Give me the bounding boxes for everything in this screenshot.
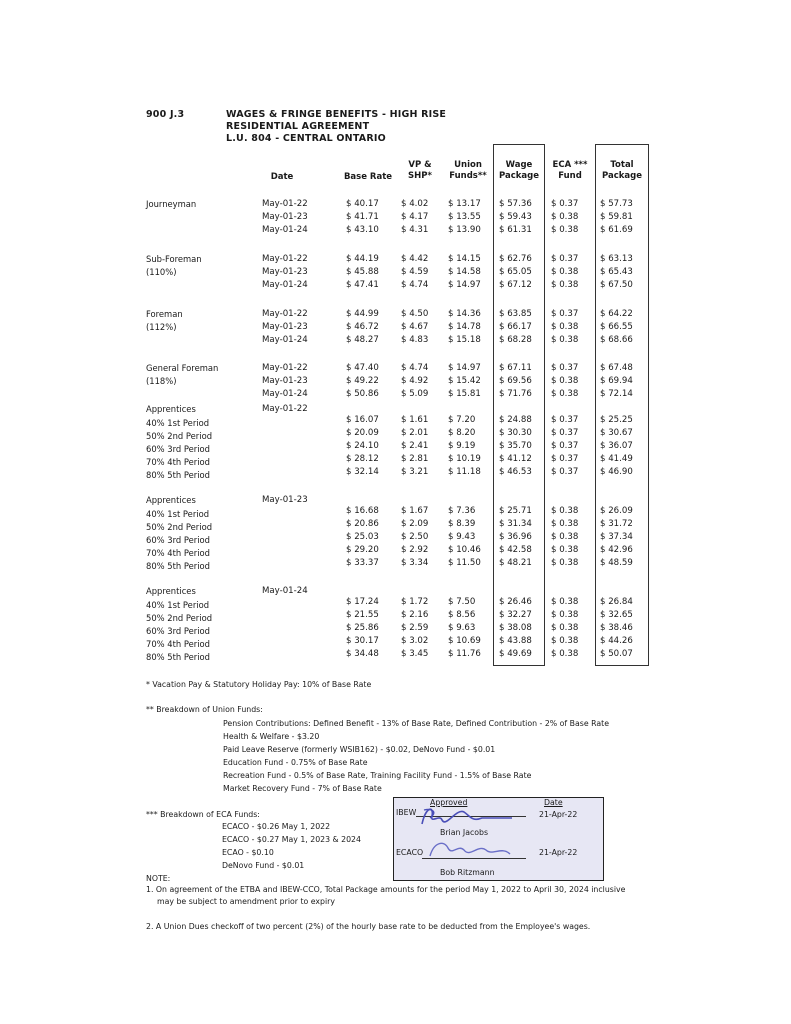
total-cell: $ 59.81	[600, 212, 633, 222]
date-heading: Date	[544, 798, 563, 807]
eca-cell: $ 0.37	[551, 454, 579, 464]
eca-cell: $ 0.37	[551, 309, 579, 319]
wage-cell: $ 24.88	[499, 415, 532, 425]
wage-cell: $ 38.08	[499, 623, 532, 633]
union-cell: $ 14.78	[448, 322, 481, 332]
eca-cell: $ 0.38	[551, 280, 579, 290]
doc-title-line2: RESIDENTIAL AGREEMENT	[226, 121, 370, 132]
classification-label: Journeyman	[146, 199, 197, 209]
vp-cell: $ 4.74	[401, 280, 429, 290]
date-cell: May-01-22	[262, 309, 308, 319]
eca-fund-item: DeNovo Fund - $0.01	[222, 861, 305, 870]
base-cell: $ 48.27	[346, 335, 379, 345]
union-cell: $ 14.58	[448, 267, 481, 277]
vp-cell: $ 4.17	[401, 212, 429, 222]
vp-cell: $ 4.31	[401, 225, 429, 235]
classification-percent: (118%)	[146, 376, 177, 386]
date-cell: May-01-23	[262, 376, 308, 386]
eca-cell: $ 0.37	[551, 199, 579, 209]
note-2: 2. A Union Dues checkoff of two percent (2%) of the hourly base rate to be deducted from the Employee's wages.	[146, 922, 591, 931]
wage-cell: $ 67.12	[499, 280, 532, 290]
vp-cell: $ 2.81	[401, 454, 429, 464]
apprentice-period: 60% 3rd Period	[146, 535, 210, 545]
col-header-union	[444, 160, 492, 182]
ecaco-date: 21-Apr-22	[539, 848, 578, 857]
union-cell: $ 13.55	[448, 212, 481, 222]
base-cell: $ 43.10	[346, 225, 379, 235]
col-header-eca-line1: ECA ***	[552, 160, 588, 170]
union-cell: $ 15.81	[448, 389, 481, 399]
union-cell: $ 9.43	[448, 532, 476, 542]
apprentice-period: 70% 4th Period	[146, 639, 210, 649]
col-header-wage	[494, 160, 544, 182]
base-cell: $ 28.12	[346, 454, 379, 464]
date-cell: May-01-22	[262, 363, 308, 373]
eca-cell: $ 0.38	[551, 532, 579, 542]
vp-cell: $ 2.50	[401, 532, 429, 542]
total-cell: $ 61.69	[600, 225, 633, 235]
note-label: NOTE:	[146, 874, 171, 883]
base-cell: $ 24.10	[346, 441, 379, 451]
ecaco-signer-name: Bob Ritzmann	[440, 868, 495, 877]
vp-cell: $ 4.92	[401, 376, 429, 386]
base-cell: $ 47.41	[346, 280, 379, 290]
union-cell: $ 14.97	[448, 363, 481, 373]
apprentice-period: 50% 2nd Period	[146, 613, 213, 623]
total-cell: $ 57.73	[600, 199, 633, 209]
wage-cell: $ 42.58	[499, 545, 532, 555]
vp-cell: $ 3.34	[401, 558, 429, 568]
eca-cell: $ 0.38	[551, 558, 579, 568]
date-cell: May-01-24	[262, 389, 308, 399]
union-cell: $ 14.97	[448, 280, 481, 290]
wage-cell: $ 68.28	[499, 335, 532, 345]
date-cell: May-01-23	[262, 212, 308, 222]
total-package-column-box	[595, 144, 649, 666]
eca-cell: $ 0.37	[551, 467, 579, 477]
union-cell: $ 10.19	[448, 454, 481, 464]
apprentice-period: 40% 1st Period	[146, 418, 210, 428]
date-cell: May-01-24	[262, 225, 308, 235]
eca-cell: $ 0.37	[551, 254, 579, 264]
wage-cell: $ 25.71	[499, 506, 532, 516]
ibew-label: IBEW	[396, 808, 417, 817]
wage-cell: $ 62.76	[499, 254, 532, 264]
vacation-note: * Vacation Pay & Statutory Holiday Pay: 10% of Base Rate	[146, 680, 372, 689]
apprentice-period: 50% 2nd Period	[146, 431, 213, 441]
col-header-union-line1: Union	[454, 160, 482, 170]
total-cell: $ 41.49	[600, 454, 633, 464]
col-header-total-line2: Package	[601, 171, 642, 181]
base-cell: $ 33.37	[346, 558, 379, 568]
eca-cell: $ 0.37	[551, 441, 579, 451]
vp-cell: $ 2.92	[401, 545, 429, 555]
date-cell: May-01-23	[262, 322, 308, 332]
total-cell: $ 31.72	[600, 519, 633, 529]
total-cell: $ 26.84	[600, 597, 633, 607]
date-cell: May-01-24	[262, 335, 308, 345]
eca-cell: $ 0.38	[551, 335, 579, 345]
wage-cell: $ 63.85	[499, 309, 532, 319]
union-cell: $ 11.18	[448, 467, 481, 477]
col-header-vp-line1: VP &	[408, 160, 432, 170]
apprentice-period: 70% 4th Period	[146, 548, 210, 558]
union-cell: $ 15.42	[448, 376, 481, 386]
base-cell: $ 20.86	[346, 519, 379, 529]
union-fund-item: Pension Contributions: Defined Benefit - 13% of Base Rate, Defined Contribution - 2% of Base Rate	[223, 719, 610, 728]
eca-cell: $ 0.38	[551, 225, 579, 235]
apprentice-date: May-01-22	[262, 404, 308, 414]
base-cell: $ 25.86	[346, 623, 379, 633]
col-header-eca-line2: Fund	[558, 171, 582, 181]
total-cell: $ 48.59	[600, 558, 633, 568]
vp-cell: $ 2.16	[401, 610, 429, 620]
total-cell: $ 36.07	[600, 441, 633, 451]
doc-title-line1: WAGES & FRINGE BENEFITS - HIGH RISE	[226, 109, 447, 120]
wage-cell: $ 32.27	[499, 610, 532, 620]
wage-cell: $ 59.43	[499, 212, 532, 222]
col-header-base-rate: Base Rate	[343, 172, 393, 182]
base-cell: $ 16.07	[346, 415, 379, 425]
note-1-line2: may be subject to amendment prior to expiry	[157, 897, 335, 906]
apprentice-period: 80% 5th Period	[146, 470, 210, 480]
apprentice-date: May-01-23	[262, 495, 308, 505]
total-cell: $ 44.26	[600, 636, 633, 646]
union-cell: $ 10.69	[448, 636, 481, 646]
note-1-line1: 1. On agreement of the ETBA and IBEW-CCO, Total Package amounts for the period May 1, 2022 to April 30, 2024 inclusive	[146, 885, 626, 894]
total-cell: $ 50.07	[600, 649, 633, 659]
union-fund-item: Recreation Fund - 0.5% of Base Rate, Training Facility Fund - 1.5% of Base Rate	[223, 771, 532, 780]
eca-cell: $ 0.38	[551, 506, 579, 516]
apprentice-date: May-01-24	[262, 586, 308, 596]
base-cell: $ 20.09	[346, 428, 379, 438]
vp-cell: $ 2.59	[401, 623, 429, 633]
wage-cell: $ 67.11	[499, 363, 532, 373]
wage-cell: $ 41.12	[499, 454, 532, 464]
wage-cell: $ 61.31	[499, 225, 532, 235]
apprentice-period: 60% 3rd Period	[146, 444, 210, 454]
vp-cell: $ 2.09	[401, 519, 429, 529]
wage-cell: $ 69.56	[499, 376, 532, 386]
wage-cell: $ 30.30	[499, 428, 532, 438]
vp-cell: $ 4.50	[401, 309, 429, 319]
base-cell: $ 40.17	[346, 199, 379, 209]
eca-fund-item: ECACO - $0.27 May 1, 2023 & 2024	[222, 835, 361, 844]
vp-cell: $ 2.41	[401, 441, 429, 451]
date-cell: May-01-24	[262, 280, 308, 290]
eca-cell: $ 0.37	[551, 363, 579, 373]
col-header-wage-line2: Package	[498, 171, 539, 181]
base-cell: $ 44.19	[346, 254, 379, 264]
classification-percent: (112%)	[146, 322, 177, 332]
col-header-date: Date	[270, 172, 294, 182]
union-cell: $ 13.90	[448, 225, 481, 235]
wage-cell: $ 26.46	[499, 597, 532, 607]
doc-title-line3: L.U. 804 - CENTRAL ONTARIO	[226, 133, 386, 144]
classification-percent: (110%)	[146, 267, 177, 277]
base-cell: $ 45.88	[346, 267, 379, 277]
vp-cell: $ 4.67	[401, 322, 429, 332]
total-cell: $ 67.50	[600, 280, 633, 290]
total-cell: $ 46.90	[600, 467, 633, 477]
wage-cell: $ 43.88	[499, 636, 532, 646]
eca-cell: $ 0.38	[551, 636, 579, 646]
vp-cell: $ 4.83	[401, 335, 429, 345]
union-funds-title: ** Breakdown of Union Funds:	[146, 705, 263, 714]
union-fund-item: Health & Welfare - $3.20	[223, 732, 320, 741]
base-cell: $ 29.20	[346, 545, 379, 555]
base-cell: $ 30.17	[346, 636, 379, 646]
wage-cell: $ 49.69	[499, 649, 532, 659]
base-cell: $ 32.14	[346, 467, 379, 477]
union-cell: $ 13.17	[448, 199, 481, 209]
col-header-total	[596, 160, 648, 182]
union-cell: $ 9.19	[448, 441, 476, 451]
union-cell: $ 7.20	[448, 415, 476, 425]
apprentice-period: 80% 5th Period	[146, 652, 210, 662]
total-cell: $ 67.48	[600, 363, 633, 373]
base-cell: $ 25.03	[346, 532, 379, 542]
total-cell: $ 38.46	[600, 623, 633, 633]
ecaco-signature-icon	[424, 836, 534, 864]
eca-cell: $ 0.38	[551, 519, 579, 529]
total-cell: $ 63.13	[600, 254, 633, 264]
eca-cell: $ 0.38	[551, 623, 579, 633]
union-cell: $ 7.36	[448, 506, 476, 516]
base-cell: $ 44.99	[346, 309, 379, 319]
vp-cell: $ 4.02	[401, 199, 429, 209]
total-cell: $ 66.55	[600, 322, 633, 332]
eca-cell: $ 0.38	[551, 376, 579, 386]
vp-cell: $ 4.42	[401, 254, 429, 264]
union-cell: $ 14.36	[448, 309, 481, 319]
total-cell: $ 32.65	[600, 610, 633, 620]
col-header-total-line1: Total	[610, 160, 634, 170]
eca-cell: $ 0.38	[551, 597, 579, 607]
ibew-signer-name: Brian Jacobs	[440, 828, 489, 837]
union-cell: $ 11.76	[448, 649, 481, 659]
eca-cell: $ 0.37	[551, 415, 579, 425]
vp-cell: $ 1.72	[401, 597, 429, 607]
vp-cell: $ 2.01	[401, 428, 429, 438]
eca-cell: $ 0.38	[551, 649, 579, 659]
total-cell: $ 72.14	[600, 389, 633, 399]
apprentice-label: Apprentices	[146, 586, 196, 596]
apprentice-label: Apprentices	[146, 404, 196, 414]
wage-cell: $ 65.05	[499, 267, 532, 277]
apprentice-period: 80% 5th Period	[146, 561, 210, 571]
wage-package-column-box	[493, 144, 545, 666]
eca-funds-title: *** Breakdown of ECA Funds:	[146, 810, 260, 819]
classification-label: Sub-Foreman	[146, 254, 202, 264]
apprentice-period: 70% 4th Period	[146, 457, 210, 467]
total-cell: $ 37.34	[600, 532, 633, 542]
base-cell: $ 21.55	[346, 610, 379, 620]
apprentice-period: 60% 3rd Period	[146, 626, 210, 636]
classification-label: Foreman	[146, 309, 183, 319]
union-cell: $ 15.18	[448, 335, 481, 345]
base-cell: $ 49.22	[346, 376, 379, 386]
ecaco-label: ECACO	[396, 848, 424, 857]
total-cell: $ 42.96	[600, 545, 633, 555]
eca-cell: $ 0.38	[551, 545, 579, 555]
classification-label: General Foreman	[146, 363, 219, 373]
approved-heading: Approved	[430, 798, 468, 807]
total-cell: $ 69.94	[600, 376, 633, 386]
wage-cell: $ 36.96	[499, 532, 532, 542]
vp-cell: $ 1.67	[401, 506, 429, 516]
vp-cell: $ 1.61	[401, 415, 429, 425]
col-header-wage-line1: Wage	[505, 160, 533, 170]
vp-cell: $ 5.09	[401, 389, 429, 399]
base-cell: $ 50.86	[346, 389, 379, 399]
eca-cell: $ 0.38	[551, 267, 579, 277]
union-cell: $ 8.20	[448, 428, 476, 438]
vp-cell: $ 3.21	[401, 467, 429, 477]
base-cell: $ 47.40	[346, 363, 379, 373]
total-cell: $ 64.22	[600, 309, 633, 319]
apprentice-period: 40% 1st Period	[146, 600, 210, 610]
eca-cell: $ 0.38	[551, 322, 579, 332]
total-cell: $ 26.09	[600, 506, 633, 516]
union-cell: $ 10.46	[448, 545, 481, 555]
vp-cell: $ 3.02	[401, 636, 429, 646]
ibew-date: 21-Apr-22	[539, 810, 578, 819]
base-cell: $ 16.68	[346, 506, 379, 516]
union-cell: $ 11.50	[448, 558, 481, 568]
col-header-vp	[398, 160, 442, 182]
vp-cell: $ 4.74	[401, 363, 429, 373]
base-cell: $ 17.24	[346, 597, 379, 607]
wage-cell: $ 71.76	[499, 389, 532, 399]
base-cell: $ 46.72	[346, 322, 379, 332]
date-cell: May-01-22	[262, 254, 308, 264]
eca-cell: $ 0.38	[551, 389, 579, 399]
union-cell: $ 7.50	[448, 597, 476, 607]
union-fund-item: Paid Leave Reserve (formerly WSIB162) - $0.02, DeNovo Fund - $0.01	[223, 745, 496, 754]
vp-cell: $ 4.59	[401, 267, 429, 277]
wage-cell: $ 57.36	[499, 199, 532, 209]
apprentice-period: 40% 1st Period	[146, 509, 210, 519]
apprentice-label: Apprentices	[146, 495, 196, 505]
eca-cell: $ 0.38	[551, 212, 579, 222]
total-cell: $ 30.67	[600, 428, 633, 438]
base-cell: $ 41.71	[346, 212, 379, 222]
vp-cell: $ 3.45	[401, 649, 429, 659]
approval-box	[393, 797, 604, 881]
eca-fund-item: ECAO - $0.10	[222, 848, 274, 857]
total-cell: $ 25.25	[600, 415, 633, 425]
col-header-eca	[547, 160, 593, 182]
total-cell: $ 68.66	[600, 335, 633, 345]
union-fund-item: Market Recovery Fund - 7% of Base Rate	[223, 784, 382, 793]
date-cell: May-01-23	[262, 267, 308, 277]
wage-cell: $ 46.53	[499, 467, 532, 477]
union-cell: $ 8.39	[448, 519, 476, 529]
eca-fund-item: ECACO - $0.26 May 1, 2022	[222, 822, 331, 831]
eca-cell: $ 0.38	[551, 610, 579, 620]
union-cell: $ 14.15	[448, 254, 481, 264]
col-header-union-line2: Funds**	[449, 171, 487, 181]
union-cell: $ 9.63	[448, 623, 476, 633]
base-cell: $ 34.48	[346, 649, 379, 659]
apprentice-period: 50% 2nd Period	[146, 522, 213, 532]
wage-cell: $ 66.17	[499, 322, 532, 332]
wage-cell: $ 31.34	[499, 519, 532, 529]
col-header-vp-line2: SHP*	[408, 171, 432, 181]
union-cell: $ 8.56	[448, 610, 476, 620]
union-fund-item: Education Fund - 0.75% of Base Rate	[223, 758, 368, 767]
date-cell: May-01-22	[262, 199, 308, 209]
section-code: 900 J.3	[146, 109, 185, 120]
wage-cell: $ 35.70	[499, 441, 532, 451]
total-cell: $ 65.43	[600, 267, 633, 277]
eca-cell: $ 0.37	[551, 428, 579, 438]
wage-cell: $ 48.21	[499, 558, 532, 568]
